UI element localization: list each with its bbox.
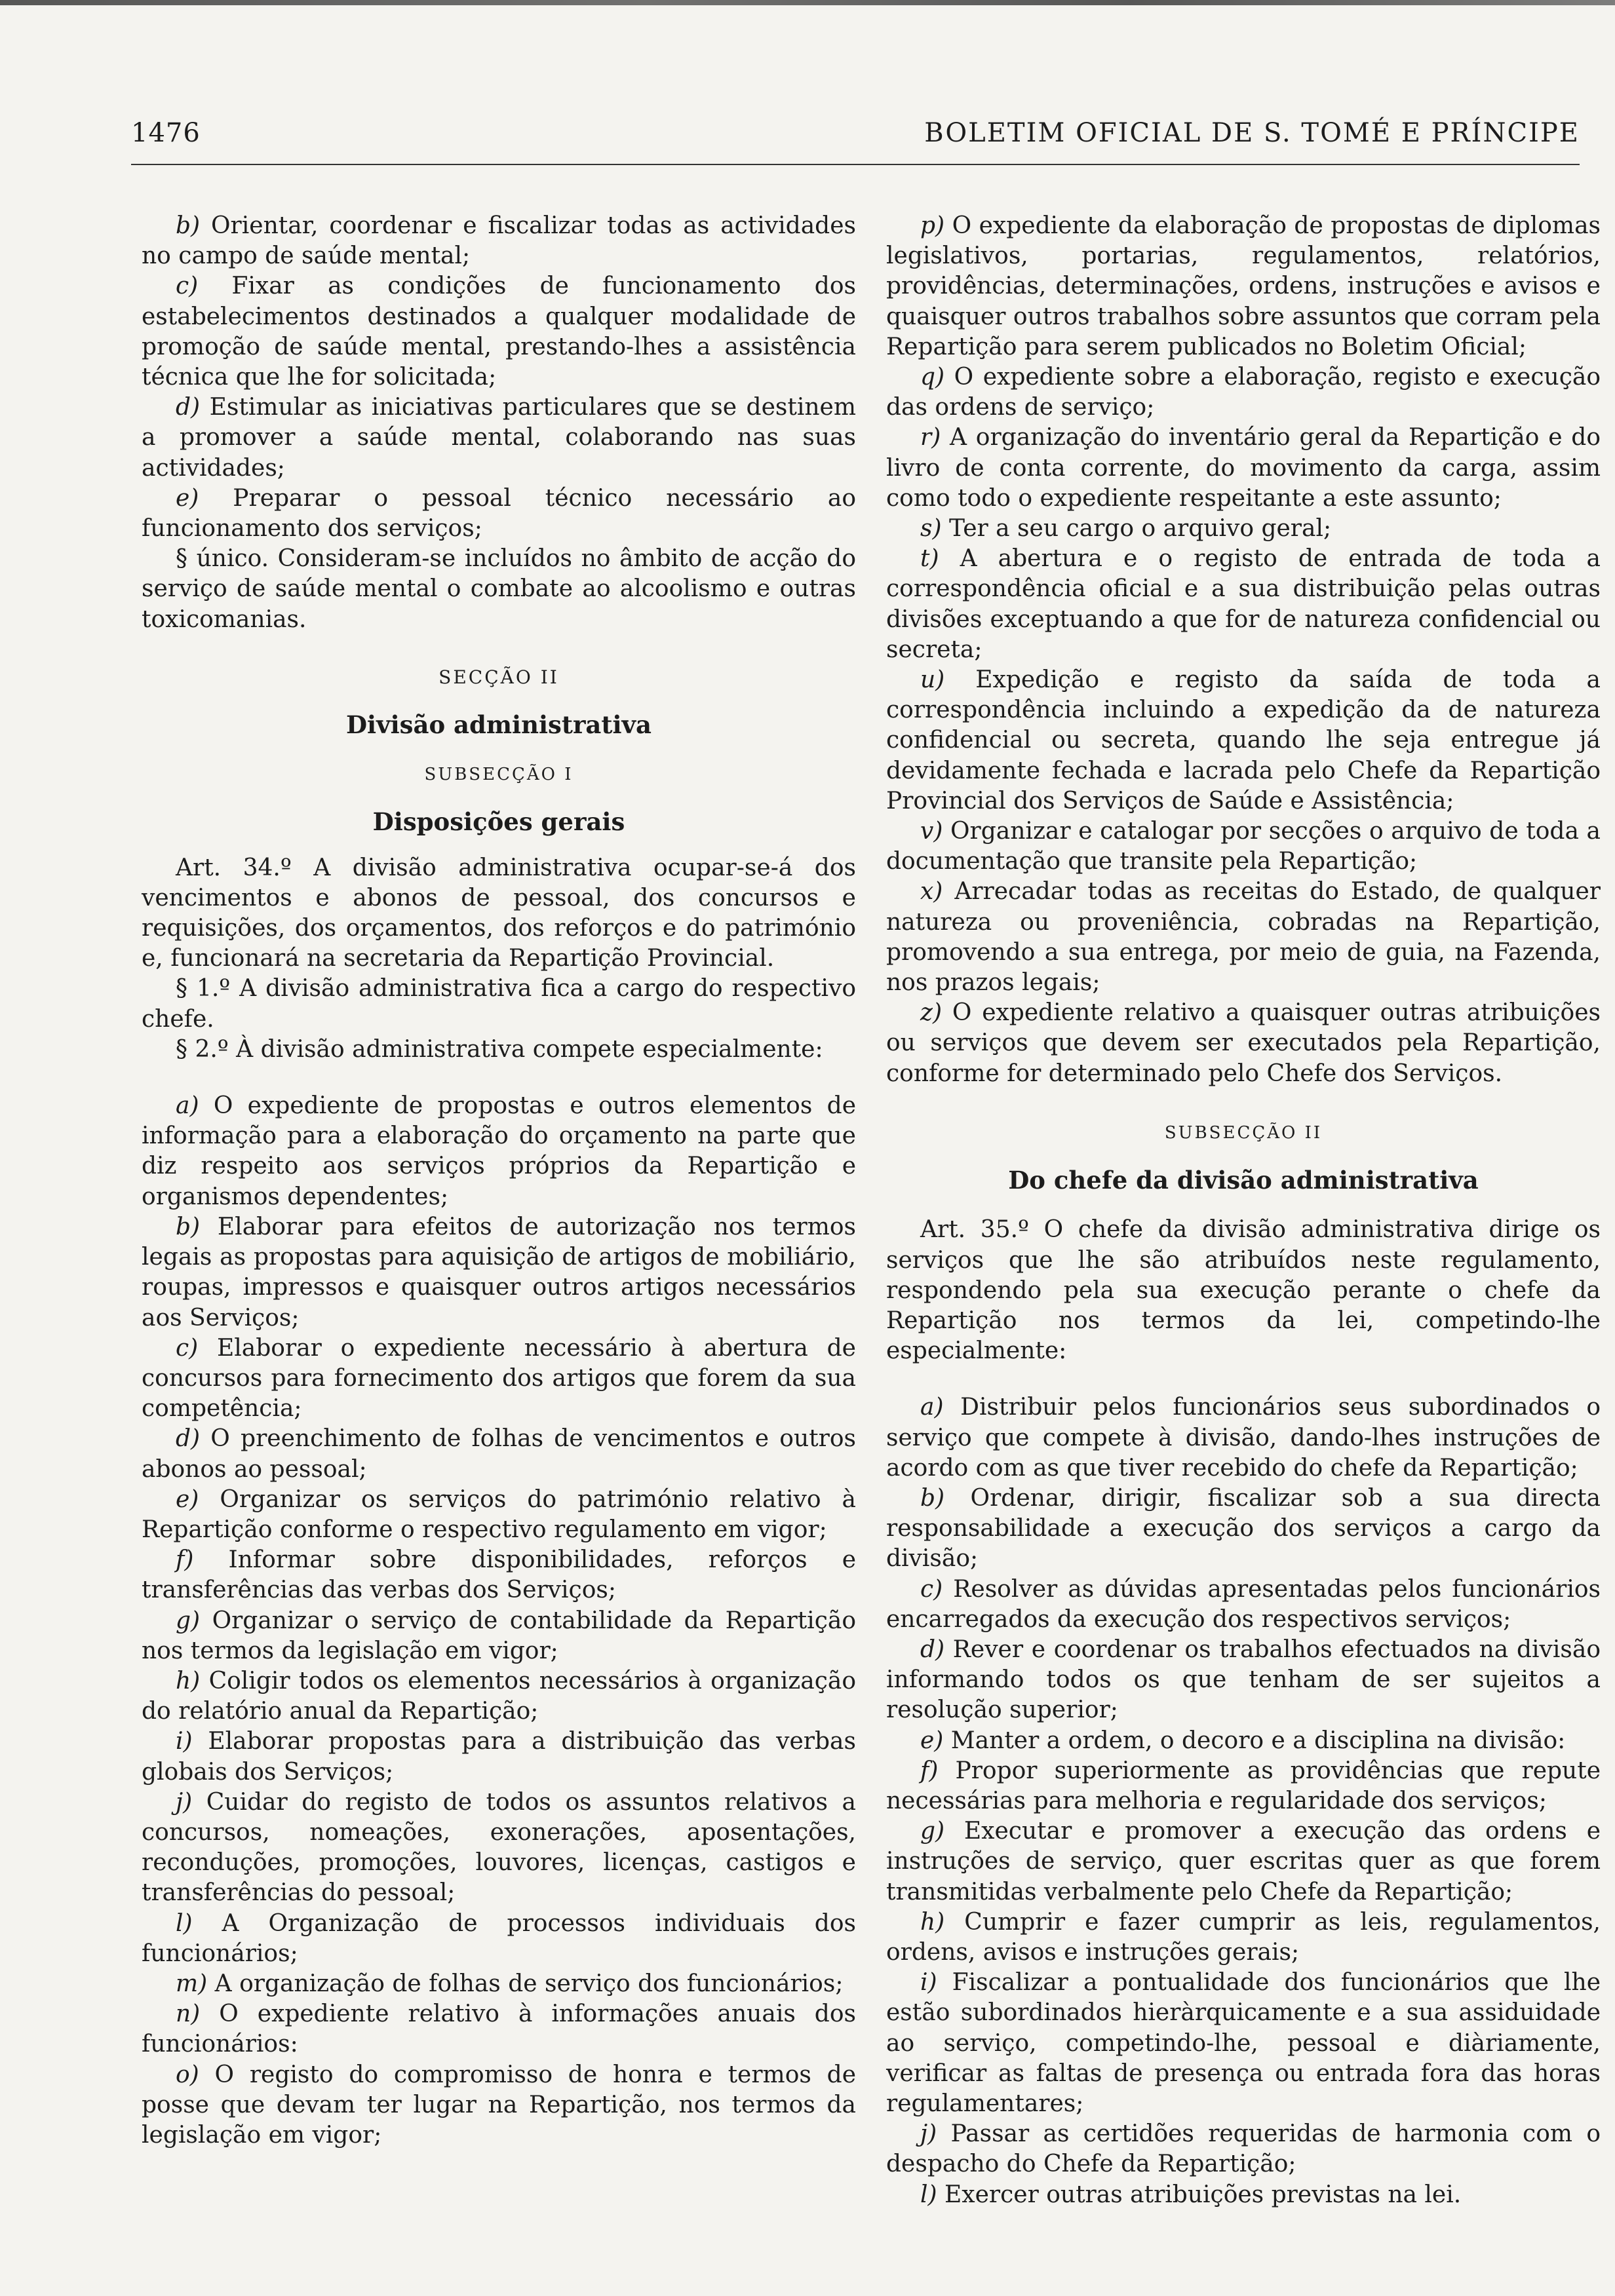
item-letter: b) — [176, 1213, 201, 1240]
item-text: O preenchimento de folhas de vencimentos e outros abonos ao pessoal; — [142, 1425, 856, 1483]
section-label: SECÇÃO II — [438, 666, 559, 688]
art35-list-item — [886, 2119, 1601, 2179]
art35-list-item — [886, 2180, 1601, 2210]
item-text: Organizar os serviços do património relativo à Repartição conforme o respectivo regulamento em vigor; — [142, 1485, 856, 1543]
art34-cont-list-item — [886, 544, 1601, 665]
item-text: Expedição e registo da saída de toda a correspondência incluindo a expedição da de natureza confidencial ou secreta, quando lhe seja entregue já devidamente fechada e lacrada pelo Chefe da Repartição Provincial dos Serviços de Saúde e Assistência; — [886, 666, 1601, 814]
item-text: Elaborar propostas para a distribuição das verbas globais dos Serviços; — [142, 1728, 856, 1786]
item-letter: v) — [920, 818, 943, 845]
scan-top-edge — [0, 0, 1615, 5]
subsection-2-label: SUBSECÇÃO II — [1164, 1122, 1323, 1143]
art34-cont-list-item — [886, 423, 1601, 514]
item-text: Informar sobre disponibilidades, reforços e transferências das verbas dos Serviços; — [142, 1546, 856, 1604]
item-text: A Organização de processos individuais dos funcionários; — [142, 1909, 856, 1967]
item-text: O expediente relativo à informações anuais dos funcionários: — [142, 2000, 856, 2058]
item-letter: j) — [176, 1788, 193, 1816]
article-34-paragraph-2: § 2.º À divisão administrativa compete especialmente: — [176, 1035, 823, 1063]
item-text: A organização do inventário geral da Repartição e do livro de conta corrente, do movimento da carga, assim como todo o expediente respeitante a este assunto; — [886, 424, 1601, 512]
item-letter: n) — [176, 2000, 201, 2028]
art35-list-item — [886, 1816, 1601, 1907]
item-text: Cuidar do registo de todos os assuntos relativos a concursos, nomeações, exonerações, aposentações, reconduções, promoções, louvores, licenças, castigos e transferências do pessoal; — [142, 1788, 856, 1907]
item-text: O registo do compromisso de honra e termos de posse que devam ter lugar na Repartição, nos termos da legislação em vigor; — [142, 2061, 856, 2149]
item-text: A organização de folhas de serviço dos funcionários; — [207, 1970, 844, 1997]
art34-list-item — [142, 1485, 856, 1545]
item-letter: d) — [920, 1636, 945, 1663]
item-letter: c) — [920, 1575, 943, 1603]
item-text: Ter a seu cargo o arquivo geral; — [941, 515, 1332, 543]
article-34-paragraph-1: § 1.º A divisão administrativa fica a cargo do respectivo chefe. — [142, 975, 856, 1033]
item-text: Passar as certidões requeridas de harmonia com o despacho do Chefe da Repartição; — [886, 2120, 1601, 2178]
subsection-label: SUBSECÇÃO I — [424, 765, 574, 785]
art35-list-item — [886, 1575, 1601, 1635]
item-letter: d) — [176, 1425, 201, 1453]
item-text: Rever e coordenar os trabalhos efectuados na divisão informando todos os que tenham de ser sujeitos a resolução superior; — [886, 1636, 1601, 1724]
art34-cont-list-item — [886, 998, 1601, 1089]
item-letter: e) — [176, 484, 199, 512]
item-text: Arrecadar todas as receitas do Estado, de qualquer natureza ou proveniência, cobradas na Repartição, promovendo a sua entrega, por meio de guia, na Fazenda, nos prazos legais; — [886, 878, 1601, 997]
item-letter: o) — [176, 2061, 199, 2088]
article-35: Art. 35.º O chefe da divisão administrativa dirige os serviços que lhe são atribuídos neste regulamento, respondendo pela sua execução perante o chefe da Repartição nos termos da lei, competindo-lhe especialmente: — [886, 1216, 1601, 1365]
art35-list-item — [886, 1907, 1601, 1968]
item-letter: r) — [920, 424, 941, 451]
item-text: Fiscalizar a pontualidade dos funcionários que lhe estão subordinados hieràrquicamente e a sua assiduidade ao serviço, competindo-lhe, pessoal e diàriamente, verificar as faltas de presença ou entrada fora das horas regulamentares; — [886, 1969, 1601, 2117]
item-letter: t) — [920, 545, 939, 573]
art34-list-item — [142, 1909, 856, 1969]
art35-list-item — [886, 1756, 1601, 1816]
right-continued-list — [886, 211, 1601, 1089]
item-letter: p) — [920, 212, 945, 239]
article-34: Art. 34.º A divisão administrativa ocupar-se-á dos vencimentos e abonos de pessoal, dos concursos e requisições, dos orçamentos, dos reforços e do património e, funcionará na secretaria da Repartição Provincial. — [142, 854, 856, 972]
intro-list-item — [142, 271, 856, 392]
item-letter: l) — [176, 1909, 193, 1937]
item-letter: a) — [920, 1394, 944, 1421]
art34-cont-list-item — [886, 665, 1601, 816]
item-letter: j) — [920, 2120, 937, 2148]
article-35-list — [886, 1392, 1601, 2210]
item-letter: i) — [176, 1728, 193, 1755]
art35-list-item — [886, 1968, 1601, 2119]
item-text: Organizar e catalogar por secções o arquivo de toda a documentação que transite pela Repartição; — [886, 818, 1601, 875]
art34-list-item — [142, 1424, 856, 1484]
art34-list-item — [142, 1606, 856, 1666]
item-text: Manter a ordem, o decoro e a disciplina na divisão: — [943, 1727, 1566, 1754]
art34-list-item — [142, 1545, 856, 1605]
intro-list-item — [142, 392, 856, 484]
item-letter: f) — [920, 1757, 939, 1784]
item-letter: f) — [176, 1546, 194, 1574]
art34-list-item — [142, 1727, 856, 1787]
item-letter: e) — [176, 1485, 199, 1513]
item-letter: q) — [920, 364, 945, 391]
item-letter: h) — [920, 1908, 945, 1936]
journal-title: BOLETIM OFICIAL DE S. TOMÉ E PRÍNCIPE — [924, 118, 1580, 148]
item-letter: b) — [920, 1484, 945, 1512]
left-column — [142, 211, 856, 2151]
item-text: Preparar o pessoal técnico necessário ao funcionamento dos serviços; — [142, 484, 856, 543]
art35-list-item — [886, 1726, 1601, 1756]
item-text: Propor superiormente as providências que repute necessárias para melhoria e regularidade dos serviços; — [886, 1757, 1601, 1814]
item-text: Exercer outras atribuições previstas na lei. — [937, 2181, 1462, 2208]
item-text: Ordenar, dirigir, fiscalizar sob a sua directa responsabilidade a execução dos serviços a cargo da divisão; — [886, 1484, 1601, 1573]
item-text: A abertura e o registo de entrada de toda a correspondência oficial e a sua distribuição pelas outras divisões exceptuando a que for de natureza confidencial ou secreta; — [886, 545, 1601, 663]
item-letter: c) — [176, 273, 199, 300]
item-text: O expediente de propostas e outros elementos de informação para a elaboração do orçamento na parte que diz respeito aos serviços próprios da Repartição e organismos dependentes; — [142, 1092, 856, 1210]
item-text: Distribuir pelos funcionários seus subordinados o serviço que compete à divisão, dando-lhes instruções de acordo com as que tiver recebido do chefe da Repartição; — [886, 1394, 1601, 1482]
item-letter: u) — [920, 666, 945, 694]
item-letter: z) — [920, 999, 943, 1027]
item-text: Coligir todos os elementos necessários à organização do relatório anual da Repartição; — [142, 1667, 856, 1725]
item-letter: h) — [176, 1667, 201, 1694]
subsection-title: Disposições gerais — [372, 807, 625, 837]
section-title: Divisão administrativa — [345, 710, 652, 740]
intro-list-item — [142, 484, 856, 544]
art34-list-item — [142, 1788, 856, 1909]
art35-list-item — [886, 1392, 1601, 1483]
item-letter: s) — [920, 515, 942, 543]
art34-list-item — [142, 1212, 856, 1333]
item-text: Resolver as dúvidas apresentadas pelos funcionários encarregados da execução dos respectivos serviços; — [886, 1575, 1601, 1633]
art34-cont-list-item — [886, 816, 1601, 877]
item-letter: c) — [176, 1334, 199, 1362]
item-text: O expediente relativo a quaisquer outras atribuições ou serviços que devem ser executados pela Repartição, conforme for determinado pelo Chefe dos Serviços. — [886, 999, 1601, 1087]
item-text: Elaborar para efeitos de autorização nos termos legais as propostas para aquisição de artigos de mobiliário, roupas, impressos e quaisquer outros artigos necessários aos Serviços; — [142, 1213, 856, 1331]
intro-list-item — [142, 211, 856, 271]
art35-list-item — [886, 1483, 1601, 1575]
page-header — [131, 111, 1580, 165]
item-letter: g) — [920, 1818, 945, 1845]
art34-cont-list-item — [886, 211, 1601, 362]
art34-cont-list-item — [886, 877, 1601, 998]
item-letter: d) — [176, 394, 201, 421]
art34-list-item — [142, 1091, 856, 1212]
art34-list-item — [142, 1999, 856, 2059]
item-letter: e) — [920, 1727, 944, 1754]
item-text: Organizar o serviço de contabilidade da Repartição nos termos da legislação em vigor; — [142, 1607, 856, 1664]
page-number: 1476 — [131, 118, 201, 148]
item-text: Executar e promover a execução das ordens e instruções de serviço, quer escritas quer as que forem transmitidas verbalmente pelo Chefe da Repartição; — [886, 1818, 1601, 1905]
item-letter: g) — [176, 1607, 201, 1634]
art34-list-item — [142, 2060, 856, 2151]
item-letter: m) — [176, 1970, 208, 1997]
left-intro-list — [142, 211, 856, 544]
art34-cont-list-item — [886, 362, 1601, 423]
item-text: Estimular as iniciativas particulares que se destinem a promover a saúde mental, colaborando nas suas actividades; — [142, 394, 856, 482]
paragraph-unico: § único. Consideram-se incluídos no âmbito de acção do serviço de saúde mental o combate ao alcoolismo e outras toxicomanias. — [142, 545, 856, 633]
item-letter: a) — [176, 1092, 199, 1120]
item-letter: l) — [920, 2181, 937, 2208]
item-letter: x) — [920, 878, 943, 906]
item-text: O expediente da elaboração de propostas de diplomas legislativos, portarias, regulamentos, relatórios, providências, determinações, ordens, instruções e avisos e quaisquer outros trabalhos sobre assuntos que corram pela Repartição para serem publicados no Boletim Oficial; — [886, 212, 1601, 360]
art34-cont-list-item — [886, 514, 1601, 544]
article-34-list — [142, 1091, 856, 2151]
item-letter: b) — [176, 212, 201, 239]
art34-list-item — [142, 1969, 856, 1999]
subsection-2-title: Do chefe da divisão administrativa — [1008, 1166, 1479, 1195]
art35-list-item — [886, 1635, 1601, 1726]
item-text: O expediente sobre a elaboração, registo e execução das ordens de serviço; — [886, 364, 1601, 421]
art34-list-item — [142, 1666, 856, 1727]
right-column — [886, 211, 1601, 2210]
item-text: Fixar as condições de funcionamento dos estabelecimentos destinados a qualquer modalidade de promoção de saúde mental, prestando-lhes a assistência técnica que lhe for solicitada; — [142, 273, 856, 391]
item-letter: i) — [920, 1969, 937, 1997]
item-text: Elaborar o expediente necessário à abertura de concursos para fornecimento dos artigos que forem da sua competência; — [142, 1334, 856, 1423]
item-text: Orientar, coordenar e fiscalizar todas as actividades no campo de saúde mental; — [142, 212, 856, 270]
item-text: Cumprir e fazer cumprir as leis, regulamentos, ordens, avisos e instruções gerais; — [886, 1908, 1601, 1966]
art34-list-item — [142, 1333, 856, 1425]
